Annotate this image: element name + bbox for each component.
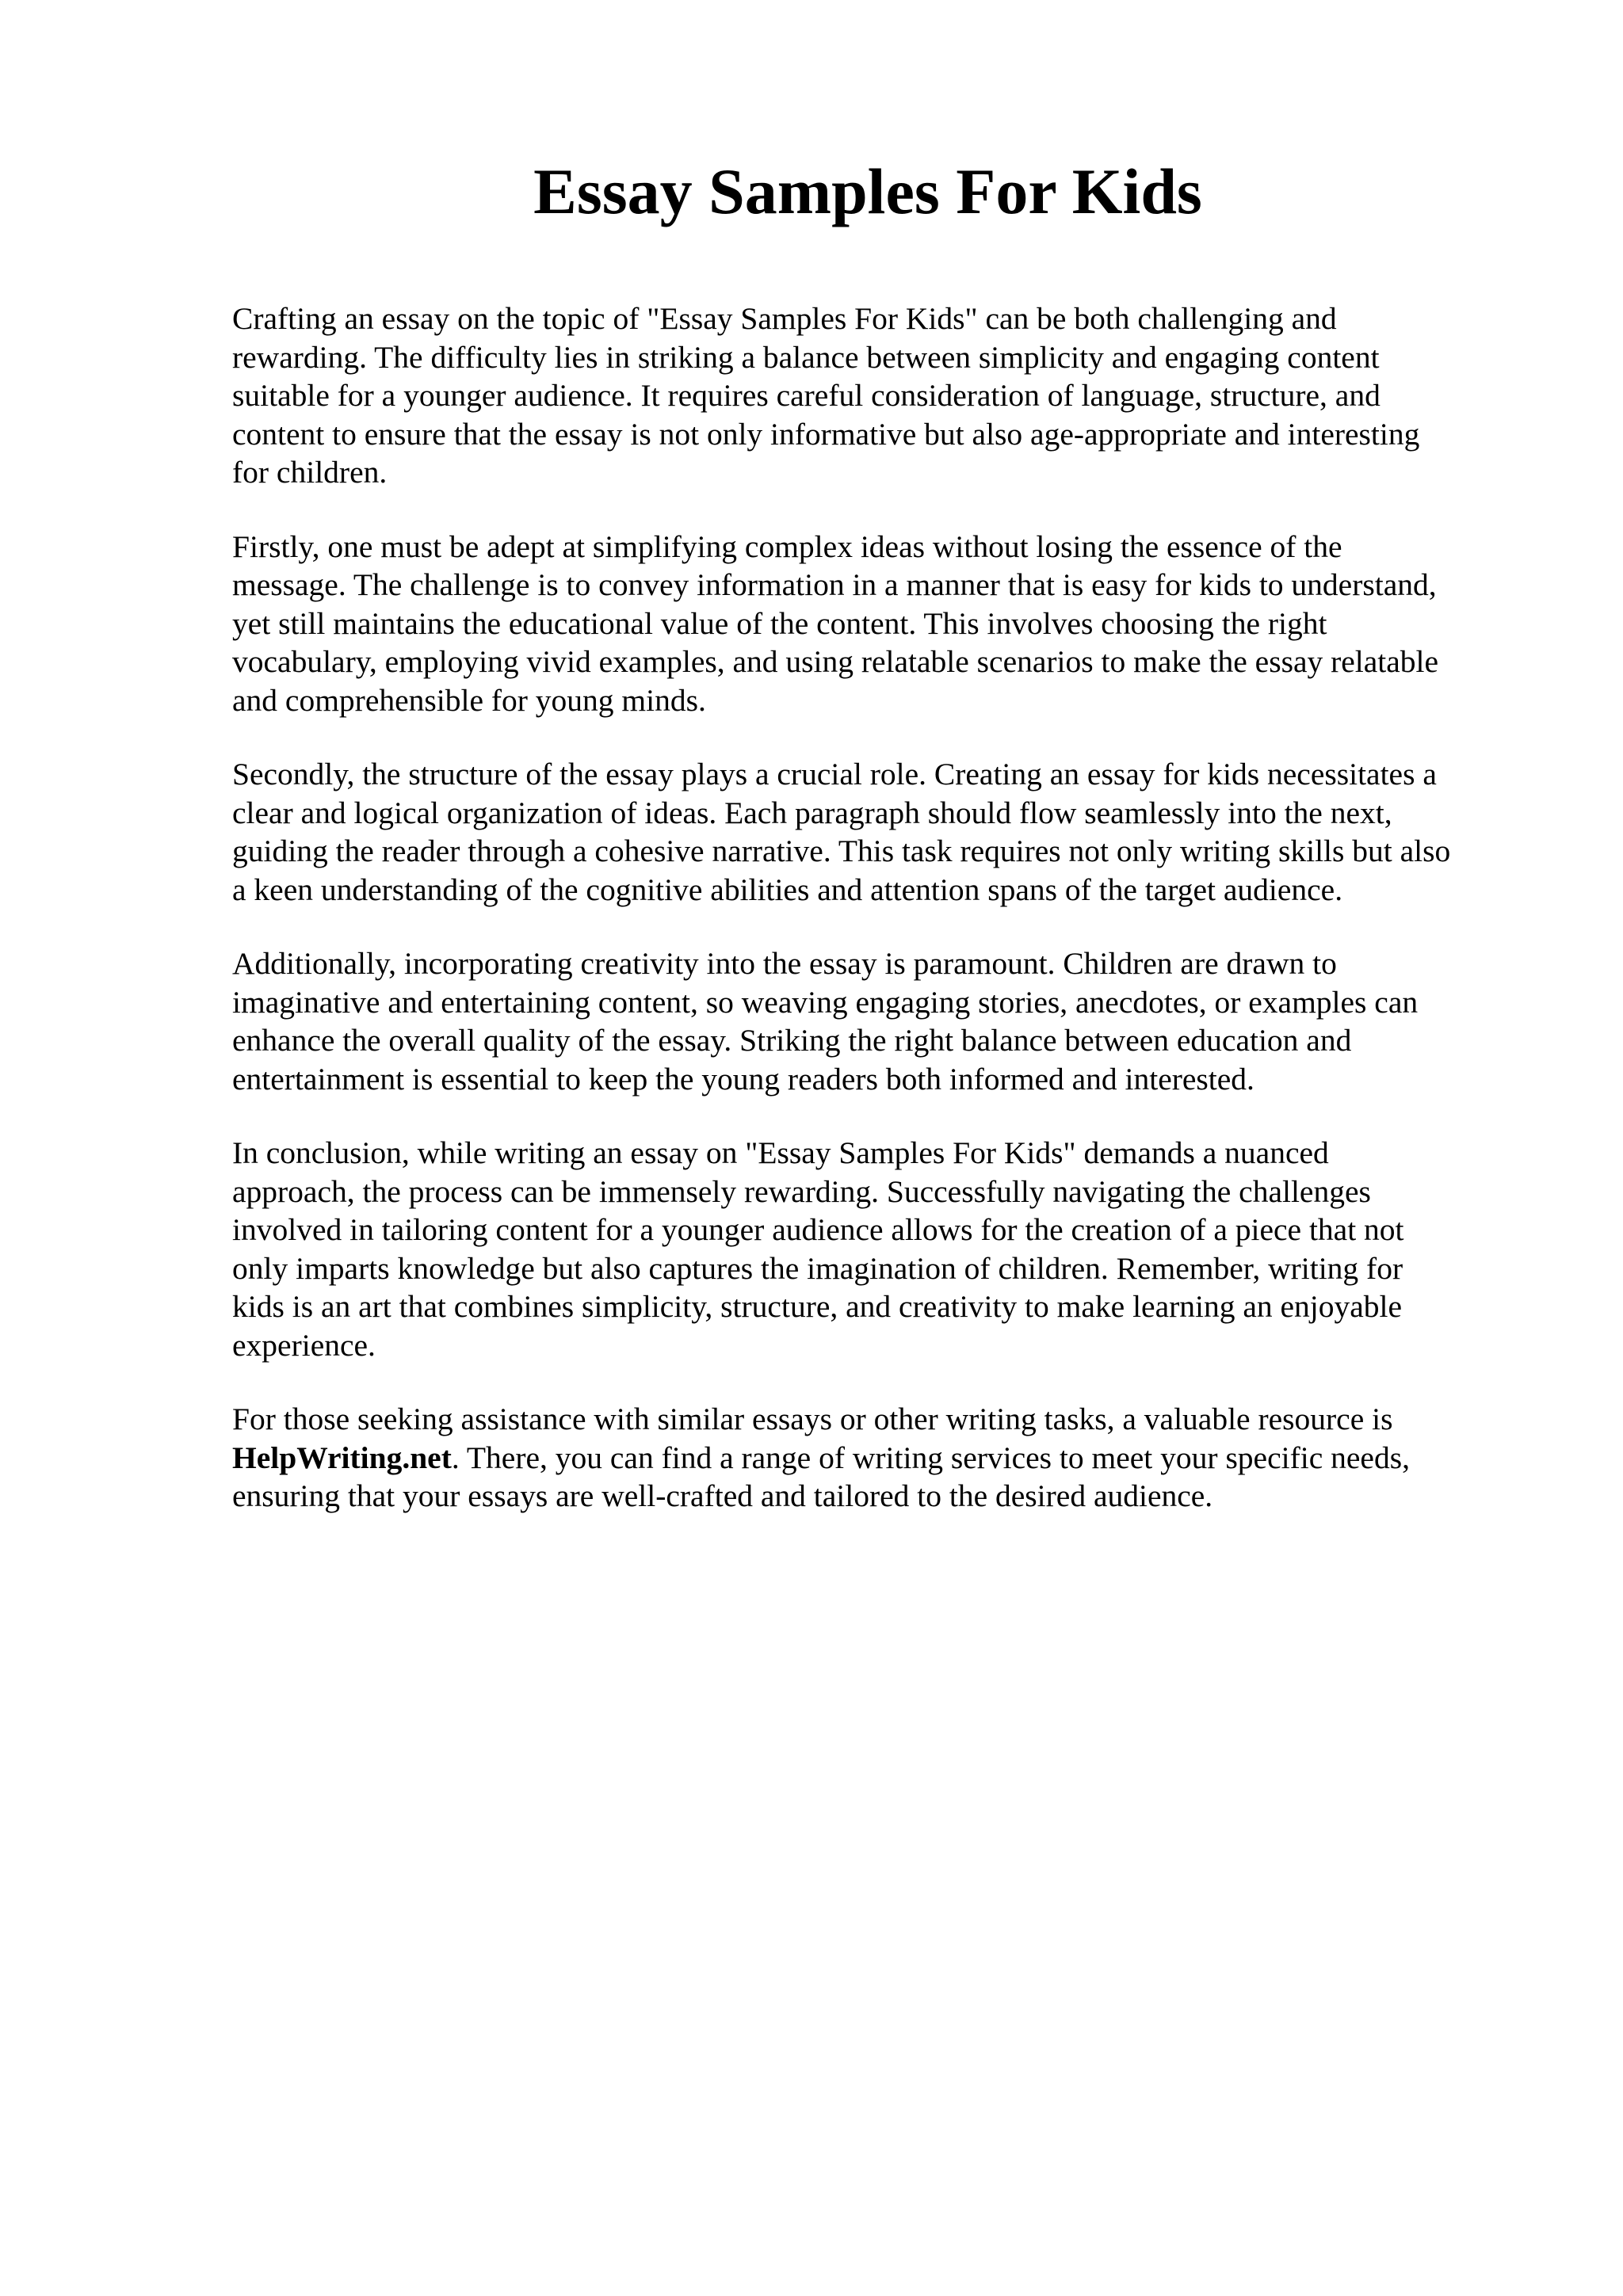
text-line: Secondly, the structure of the essay plays a crucial role. Creating an essay for kids necessitates a [232,757,1437,791]
paragraph-firstly [232,528,1556,720]
text-line: kids is an art that combines simplicity, structure, and creativity to make learning an enjoyable [232,1289,1403,1324]
text-line: for children. [232,455,388,490]
text-line: For those seeking assistance with similar essays or other writing tasks, a valuable resource is [232,1402,1393,1436]
text-line: Additionally, incorporating creativity into the essay is paramount. Children are drawn to [232,946,1337,981]
document-body [232,299,1556,1551]
text-line: Firstly, one must be adept at simplifying complex ideas without losing the essence of the [232,528,1342,564]
text-line: guiding the reader through a cohesive narrative. This task requires not only writing skills but also [232,833,1451,868]
helpwriting-link[interactable]: HelpWriting.net [232,1440,452,1475]
paragraph-intro [232,299,1556,492]
text-line: and comprehensible for young minds. [232,682,706,718]
text-line: experience. [232,1327,376,1363]
text-line: suitable for a younger audience. It requires careful consideration of language, structure, and [232,378,1381,413]
text-line: Crafting an essay on the topic of "Essay Samples For Kids" can be both challenging and [232,301,1337,336]
paragraph-conclusion [232,1134,1556,1364]
text-line-with-link [232,1439,1556,1478]
text-line: message. The challenge is to convey information in a manner that is easy for kids to understand, [232,567,1437,602]
text-line: a keen understanding of the cognitive abilities and attention spans of the target audience. [232,871,1343,907]
paragraph-resource [232,1400,1556,1516]
text-line: entertainment is essential to keep the young readers both informed and interested. [232,1061,1254,1097]
text-line: content to ensure that the essay is not only informative but also age-appropriate and interesting [232,416,1420,452]
text-line: ensuring that your essays are well-crafted and tailored to the desired audience. [232,1478,1213,1513]
text-line: rewarding. The difficulty lies in striking a balance between simplicity and engaging content [232,339,1380,375]
text-line: approach, the process can be immensely rewarding. Successfully navigating the challenges [232,1173,1371,1209]
paragraph-additionally [232,944,1556,1098]
document-title: Essay Samples For Kids [533,155,1202,227]
paragraph-secondly [232,755,1556,909]
text-line: enhance the overall quality of the essay. Striking the right balance between education and [232,1023,1352,1058]
text-line: clear and logical organization of ideas. Each paragraph should flow seamlessly into the next, [232,795,1392,830]
text-line: yet still maintains the educational value of the content. This involves choosing the right [232,605,1327,641]
text-line: vocabulary, employing vivid examples, and using relatable scenarios to make the essay relatable [232,644,1439,679]
text-line: involved in tailoring content for a younger audience allows for the creation of a piece that not [232,1212,1404,1247]
text-line: only imparts knowledge but also captures the imagination of children. Remember, writing for [232,1250,1403,1286]
text-line: imaginative and entertaining content, so weaving engaging stories, anecdotes, or examples can [232,984,1419,1020]
text-line: In conclusion, while writing an essay on "Essay Samples For Kids" demands a nuanced [232,1135,1329,1170]
text-segment: . There, you can find a range of writing services to meet your specific needs, [451,1440,1410,1475]
